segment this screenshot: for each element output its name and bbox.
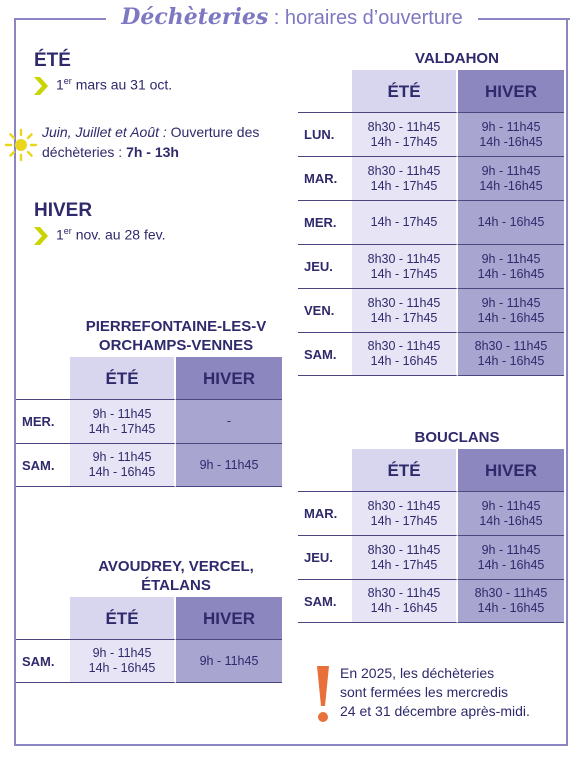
hours-line: 9h - 11h45 — [199, 457, 259, 472]
bouclans-title: BOUCLANS — [414, 429, 500, 446]
pierrefontaine-title — [70, 317, 282, 355]
hours-line: 8h30 - 11h45 — [474, 586, 548, 600]
ete-hours-cell — [352, 288, 458, 332]
table-row — [16, 639, 282, 683]
day-label: SAM. — [298, 332, 352, 376]
hours-line: 9h - 11h45 — [481, 119, 541, 134]
hours-line: 8h30 - 11h45 — [367, 339, 441, 353]
col-header-ete: ÉTÉ — [70, 357, 176, 399]
page-title-italic: Déchèteries — [121, 4, 269, 30]
hiver-hours-cell — [458, 579, 564, 623]
page-title-rest: : horaires d’ouverture — [268, 7, 463, 29]
hours-line: - — [226, 414, 232, 428]
hours-line: 9h - 11h45 — [481, 163, 541, 178]
hours-line: 9h - 11h45 — [92, 450, 152, 464]
hiver-hours-cell — [458, 491, 564, 535]
ete-hours-cell — [352, 112, 458, 156]
chevron-right-icon — [34, 77, 48, 95]
table-corner — [16, 597, 70, 639]
table-row — [298, 200, 564, 244]
day-label: SAM. — [16, 639, 70, 683]
ete-hours-cell — [352, 332, 458, 376]
ete-hours-cell — [352, 579, 458, 623]
hiver-hours-cell — [176, 639, 282, 683]
avoudrey-title — [70, 557, 282, 595]
hiver-title: HIVER — [34, 200, 93, 221]
day-label: MAR. — [298, 491, 352, 535]
day-label: SAM. — [16, 443, 70, 487]
col-header-hiver: HIVER — [458, 70, 564, 112]
bouclans-table — [298, 449, 564, 623]
hours-line: 14h -16h45 — [479, 134, 543, 149]
col-header-hiver: HIVER — [458, 449, 564, 491]
day-label: MAR. — [298, 156, 352, 200]
table-row — [298, 332, 564, 376]
hours-line: 8h30 - 11h45 — [367, 251, 441, 266]
hours-line: 9h - 11h45 — [481, 295, 541, 310]
table-row — [298, 112, 564, 156]
hours-line: 14h - 17h45 — [370, 557, 438, 572]
hours-line: 14h - 16h45 — [88, 661, 156, 675]
ete-hours-cell — [352, 156, 458, 200]
hours-line: 14h - 16h45 — [477, 354, 545, 368]
col-header-hiver: HIVER — [176, 597, 282, 639]
col-header-ete: ÉTÉ — [70, 597, 176, 639]
ete-hours-cell — [352, 491, 458, 535]
ete-range-text: mars au 31 oct. — [71, 76, 173, 93]
hours-line: 8h30 - 11h45 — [367, 586, 441, 600]
ete-title: ÉTÉ — [34, 50, 71, 71]
frame-top-right — [478, 18, 570, 20]
notice-line1: En 2025, les déchèteries — [340, 665, 495, 681]
hiver-range-text: nov. au 28 fev. — [71, 226, 166, 243]
hiver-hours-cell — [458, 112, 564, 156]
hours-line: 14h - 17h45 — [88, 421, 156, 436]
ete-range — [56, 76, 172, 93]
hiver-hours-cell — [458, 244, 564, 288]
ete-hours-cell — [352, 200, 458, 244]
day-label: JEU. — [298, 244, 352, 288]
col-header-hiver: HIVER — [176, 357, 282, 399]
ete-hours-cell — [352, 535, 458, 579]
hours-line: 9h - 11h45 — [481, 542, 541, 557]
hiver-range — [56, 226, 165, 243]
avoudrey-title-line2: ÉTALANS — [141, 577, 211, 594]
col-header-ete: ÉTÉ — [352, 70, 458, 112]
day-label: MER. — [298, 200, 352, 244]
hours-line: 9h - 11h45 — [92, 646, 152, 660]
hours-line: 14h - 16h45 — [477, 266, 545, 281]
table-row — [298, 288, 564, 332]
hiver-range-prefix: 1 — [56, 226, 64, 243]
ete-range-sup: er — [63, 76, 72, 86]
ete-range-prefix: 1 — [56, 76, 64, 93]
day-label: VEN. — [298, 288, 352, 332]
table-row — [298, 156, 564, 200]
hours-line: 8h30 - 11h45 — [367, 498, 441, 513]
hours-line: 14h - 17h45 — [370, 134, 438, 149]
hours-line: 8h30 - 11h45 — [367, 119, 441, 134]
table-corner — [16, 357, 70, 399]
summer-note-hours: 7h - 13h — [126, 144, 179, 160]
summer-note — [42, 122, 282, 162]
table-row — [298, 491, 564, 535]
ete-hours-cell — [70, 639, 176, 683]
table-row — [16, 443, 282, 487]
hours-line: 14h - 17h45 — [370, 178, 438, 193]
frame-top-left — [14, 18, 106, 20]
hours-line: 14h - 16h45 — [477, 310, 545, 325]
sun-icon — [4, 128, 38, 162]
hours-line: 14h -16h45 — [479, 513, 543, 528]
day-label: JEU. — [298, 535, 352, 579]
summer-note-text: Ouverture des déchèteries : — [42, 124, 260, 160]
page-title — [108, 4, 476, 30]
hours-line: 8h30 - 11h45 — [474, 339, 548, 353]
hours-line: 9h - 11h45 — [481, 251, 541, 266]
hours-line: 14h - 17h45 — [370, 310, 438, 325]
hours-line: 14h -16h45 — [479, 178, 543, 193]
table-row — [298, 579, 564, 623]
hours-line: 14h - 16h45 — [477, 215, 545, 229]
pierrefontaine-title-line2: ORCHAMPS-VENNES — [98, 337, 254, 354]
hours-line: 8h30 - 11h45 — [367, 163, 441, 178]
hours-line: 14h - 17h45 — [370, 513, 438, 528]
hiver-hours-cell — [176, 443, 282, 487]
valdahon-title: VALDAHON — [415, 50, 499, 67]
pierrefontaine-title-line1: PIERREFONTAINE-LES-V — [85, 318, 267, 335]
hours-line: 14h - 16h45 — [88, 465, 156, 479]
summer-note-months: Juin, Juillet et Août : — [42, 124, 167, 140]
hiver-hours-cell — [458, 288, 564, 332]
hours-line: 14h - 17h45 — [370, 266, 438, 281]
ete-hours-cell — [352, 244, 458, 288]
hiver-hours-cell — [458, 200, 564, 244]
ete-hours-cell — [70, 443, 176, 487]
hours-line: 9h - 11h45 — [199, 653, 259, 668]
hours-line: 14h - 16h45 — [477, 601, 545, 615]
hours-line: 9h - 11h45 — [481, 498, 541, 513]
avoudrey-title-line1: AVOUDREY, VERCEL, — [98, 558, 254, 575]
hiver-hours-cell — [176, 399, 282, 443]
hiver-hours-cell — [458, 535, 564, 579]
hours-line: 14h - 16h45 — [370, 354, 438, 368]
table-row — [298, 535, 564, 579]
hiver-range-sup: er — [63, 226, 72, 236]
col-header-ete: ÉTÉ — [352, 449, 458, 491]
hours-line: 14h - 16h45 — [477, 557, 545, 572]
day-label: MER. — [16, 399, 70, 443]
table-row — [16, 399, 282, 443]
valdahon-table — [298, 70, 564, 376]
closure-notice — [340, 664, 564, 721]
avoudrey-table — [16, 597, 282, 683]
notice-line3: 24 et 31 décembre après-midi. — [340, 703, 530, 719]
day-label: SAM. — [298, 579, 352, 623]
table-row — [298, 244, 564, 288]
hiver-hours-cell — [458, 332, 564, 376]
day-label: LUN. — [298, 112, 352, 156]
hours-line: 14h - 17h45 — [370, 215, 438, 229]
chevron-right-icon — [34, 227, 48, 245]
hours-line: 8h30 - 11h45 — [367, 542, 441, 557]
hours-line: 8h30 - 11h45 — [367, 295, 441, 310]
notice-line2: sont fermées les mercredis — [340, 684, 509, 700]
table-corner — [298, 449, 352, 491]
hours-line: 14h - 16h45 — [370, 601, 438, 615]
exclamation-icon — [316, 666, 330, 724]
hiver-hours-cell — [458, 156, 564, 200]
hours-line: 9h - 11h45 — [92, 406, 152, 421]
ete-hours-cell — [70, 399, 176, 443]
pierrefontaine-table — [16, 357, 282, 487]
table-corner — [298, 70, 352, 112]
